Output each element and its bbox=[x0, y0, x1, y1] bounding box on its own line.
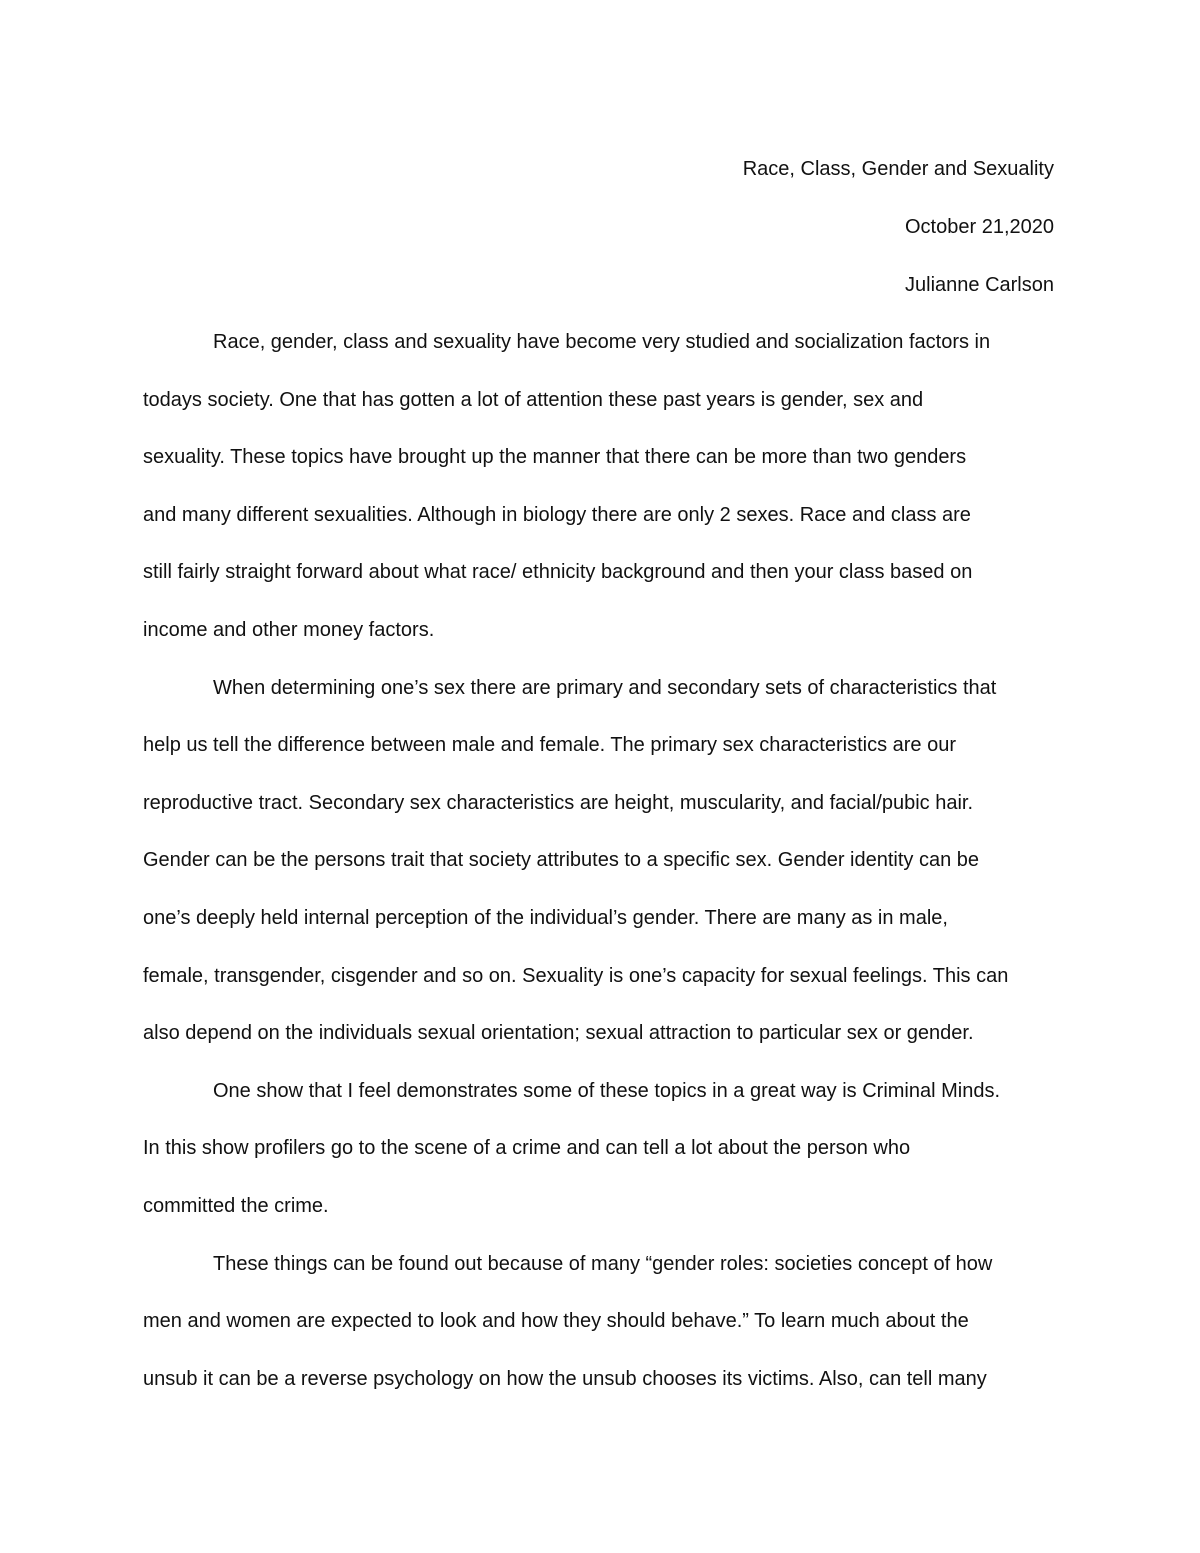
text-line: female, transgender, cisgender and so on. Sexuality is one’s capacity for sexual feelings. This can bbox=[143, 964, 1009, 987]
text-line: committed the crime. bbox=[143, 1194, 329, 1217]
text-line: also depend on the individuals sexual orientation; sexual attraction to particular sex or gender. bbox=[143, 1022, 974, 1045]
document-header bbox=[743, 140, 1054, 314]
text-line: and many different sexualities. Although in biology there are only 2 sexes. Race and class are bbox=[143, 503, 971, 526]
text-line: These things can be found out because of many “gender roles: societies concept of how bbox=[213, 1252, 993, 1275]
text-line: In this show profilers go to the scene of a crime and can tell a lot about the person who bbox=[143, 1137, 911, 1160]
text-line: Gender can be the persons trait that society attributes to a specific sex. Gender identity can be bbox=[143, 849, 980, 872]
text-line: todays society. One that has gotten a lot of attention these past years is gender, sex and bbox=[143, 388, 924, 411]
author-name: Julianne Carlson bbox=[905, 274, 1054, 296]
text-line: one’s deeply held internal perception of the individual’s gender. There are many as in male, bbox=[143, 906, 948, 929]
essay-body bbox=[143, 314, 1073, 1408]
text-line: When determining one’s sex there are primary and secondary sets of characteristics that bbox=[213, 676, 997, 699]
text-line: One show that I feel demonstrates some of these topics in a great way is Criminal Minds. bbox=[213, 1079, 1001, 1102]
text-line: help us tell the difference between male and female. The primary sex characteristics are our bbox=[143, 734, 957, 757]
document-date: October 21,2020 bbox=[905, 216, 1054, 238]
course-title: Race, Class, Gender and Sexuality bbox=[742, 158, 1054, 180]
text-line: reproductive tract. Secondary sex characteristics are height, muscularity, and facial/pubic hair. bbox=[143, 791, 974, 814]
text-line: unsub it can be a reverse psychology on how the unsub chooses its victims. Also, can tell many bbox=[143, 1367, 987, 1390]
text-line: still fairly straight forward about what race/ ethnicity background and then your class based on bbox=[143, 561, 973, 584]
text-line: men and women are expected to look and how they should behave.” To learn much about the bbox=[143, 1310, 969, 1333]
text-line: Race, gender, class and sexuality have become very studied and socialization factors in bbox=[213, 331, 991, 353]
text-line: sexuality. These topics have brought up the manner that there can be more than two genders bbox=[143, 446, 967, 469]
text-line: income and other money factors. bbox=[143, 618, 435, 641]
